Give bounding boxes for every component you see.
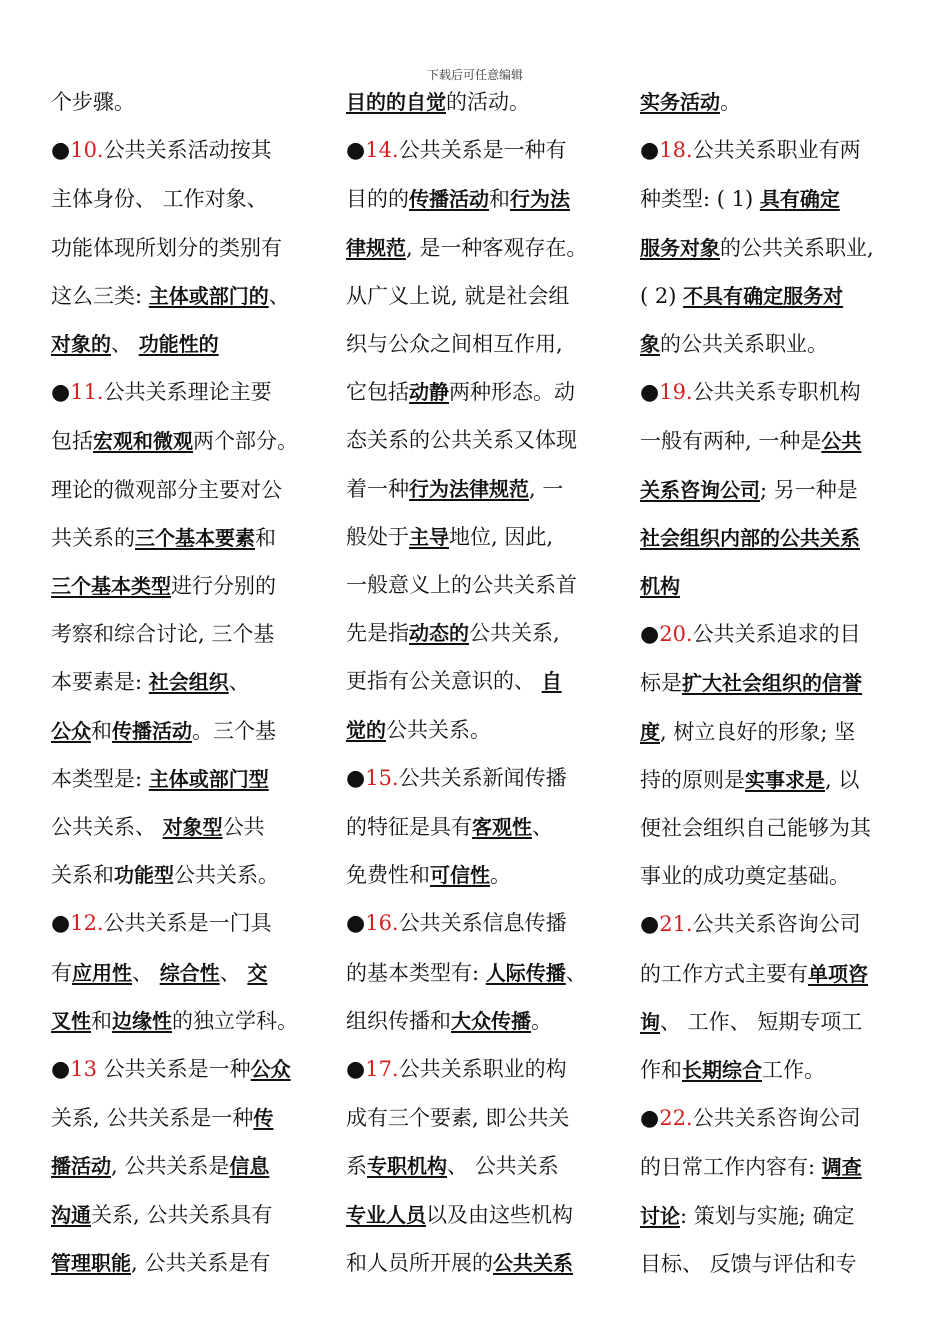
- text-line: 机构: [640, 574, 680, 599]
- text-line: ●18.公共关系职业有两: [640, 138, 861, 164]
- text-line: 态关系的公共关系又体现: [346, 428, 577, 453]
- text-line: 关系, 公共关系是一种传: [51, 1106, 274, 1131]
- text-line: 的日常工作内容有: 调查: [640, 1155, 862, 1180]
- column-2: [346, 78, 611, 1287]
- text-line: 种类型: ( 1) 具有确定: [640, 187, 840, 212]
- text-line: 先是指动态的公共关系,: [346, 621, 560, 646]
- text-line: 度, 树立良好的形象; 坚: [640, 719, 856, 744]
- text-line: 对象的、 功能性的: [51, 332, 219, 357]
- text-line: 主体身份、 工作对象、: [51, 187, 268, 212]
- text-line: 着一种行为法律规范, 一: [346, 476, 564, 501]
- text-line: 目标、 反馈与评估和专: [640, 1251, 857, 1276]
- text-line: 个步骤。: [51, 90, 135, 114]
- text-line: 象的公共关系职业。: [640, 332, 828, 357]
- text-line: ●13 公共关系是一种公众: [51, 1057, 291, 1083]
- text-line: 共关系的三个基本要素和: [51, 525, 276, 550]
- text-line: 理论的微观部分主要对公: [51, 477, 282, 502]
- text-line: 询、 工作、 短期专项工: [640, 1009, 863, 1034]
- text-line: 功能体现所划分的类别有: [51, 235, 282, 260]
- text-line: ( 2) 不具有确定服务对: [640, 283, 844, 308]
- text-line: 系专职机构、 公共关系: [346, 1154, 559, 1179]
- text-line: 考察和综合讨论, 三个基: [51, 622, 275, 647]
- text-line: 有应用性、 综合性、 交: [51, 960, 268, 985]
- text-line: ●14.公共关系是一种有: [346, 138, 567, 164]
- text-line: 组织传播和大众传播。: [346, 1008, 552, 1033]
- text-line: 沟通关系, 公共关系具有: [51, 1202, 273, 1227]
- text-line: ●21.公共关系咨询公司: [640, 912, 861, 938]
- text-line: 目的的自觉的活动。: [346, 90, 530, 114]
- column-3: [640, 78, 910, 1288]
- text-line: 关系咨询公司; 另一种是: [640, 477, 858, 502]
- text-line: 织与公众之间相互作用,: [346, 332, 563, 357]
- text-line: 它包括动静两种形态。动: [346, 380, 575, 405]
- text-line: ●17.公共关系职业的构: [346, 1057, 567, 1083]
- text-line: 从广义上说, 就是社会组: [346, 283, 570, 308]
- page-header: 下载后可任意编辑: [426, 68, 523, 82]
- text-line: 本要素是: 社会组织、: [51, 670, 250, 695]
- column-1: [51, 78, 316, 1287]
- text-line: 事业的成功奠定基础。: [640, 864, 850, 889]
- text-line: 目的的传播活动和行为法: [346, 187, 570, 212]
- text-line: 成有三个要素, 即公共关: [346, 1106, 570, 1131]
- text-line: 讨论: 策划与实施; 确定: [640, 1203, 855, 1228]
- text-line: ●16.公共关系信息传播: [346, 911, 567, 937]
- text-line: 管理职能, 公共关系是有: [51, 1250, 271, 1275]
- text-line: ●20.公共关系追求的目: [640, 622, 861, 648]
- text-line: 服务对象的公共关系职业,: [640, 235, 874, 260]
- text-line: 专业人员以及由这些机构: [346, 1202, 573, 1227]
- text-line: ●19.公共关系专职机构: [640, 380, 861, 406]
- text-line: 觉的公共关系。: [346, 717, 491, 742]
- text-line: ●12.公共关系是一门具: [51, 911, 272, 937]
- text-line: ●11.公共关系理论主要: [51, 380, 272, 406]
- text-line: 免费性和可信性。: [346, 863, 511, 888]
- text-line: ●15.公共关系新闻传播: [346, 765, 567, 791]
- text-line: 和人员所开展的公共关系: [346, 1250, 573, 1275]
- text-line: 本类型是: 主体或部门型: [51, 766, 269, 791]
- text-line: 持的原则是实事求是, 以: [640, 767, 860, 792]
- text-line: 作和长期综合工作。: [640, 1058, 825, 1083]
- text-line: 三个基本类型进行分别的: [51, 574, 276, 599]
- text-line: ●22.公共关系咨询公司: [640, 1106, 861, 1132]
- text-line: ●10.公共关系活动按其: [51, 138, 272, 164]
- text-line: 关系和功能型公共关系。: [51, 863, 279, 888]
- text-line: 的基本类型有: 人际传播、: [346, 960, 587, 985]
- text-line: 一般意义上的公共关系首: [346, 573, 577, 598]
- text-line: 公众和传播活动。三个基: [51, 718, 276, 743]
- text-line: 律规范, 是一种客观存在。: [346, 235, 588, 260]
- text-line: 更指有公关意识的、 自: [346, 669, 562, 694]
- text-line: 的工作方式主要有单项咨: [640, 961, 868, 986]
- text-line: 叉性和边缘性的独立学科。: [51, 1008, 298, 1033]
- text-line: 一般有两种, 一种是公共: [640, 429, 862, 454]
- text-line: 的特征是具有客观性、: [346, 815, 553, 840]
- text-line: 社会组织内部的公共关系: [640, 525, 860, 550]
- text-line: 般处于主导地位, 因此,: [346, 524, 554, 549]
- text-line: 公共关系、 对象型公共: [51, 815, 265, 840]
- text-line: 便社会组织自己能够为其: [640, 816, 871, 841]
- text-line: 播活动, 公共关系是信息: [51, 1154, 270, 1179]
- text-line: 标是扩大社会组织的信誉: [640, 671, 862, 696]
- text-line: 包括宏观和微观两个部分。: [51, 429, 298, 454]
- text-line: 实务活动。: [640, 90, 741, 114]
- text-line: 这么三类: 主体或部门的、: [51, 283, 290, 308]
